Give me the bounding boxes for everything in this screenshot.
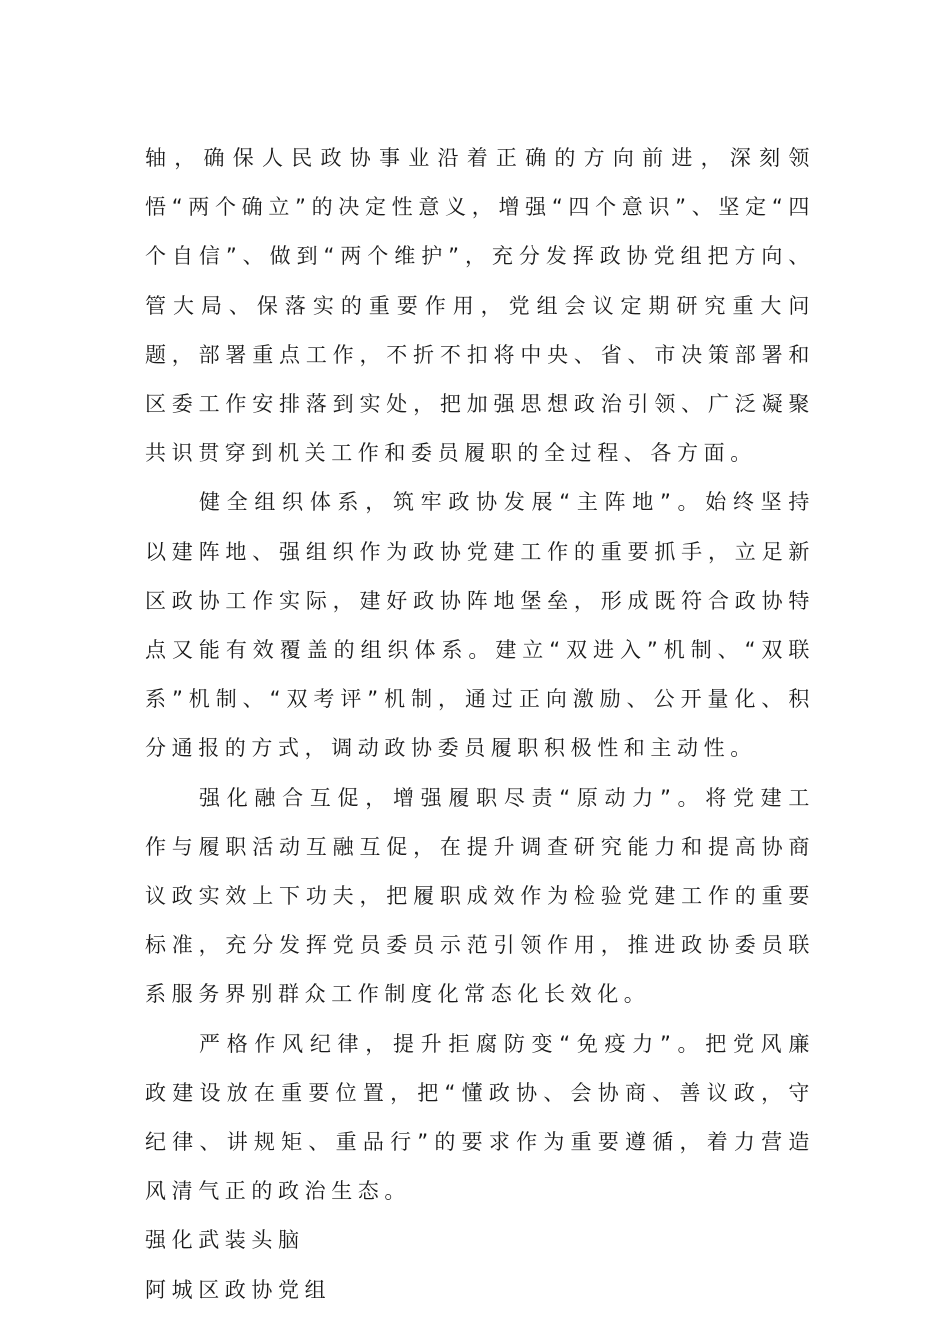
paragraph-organization-system: 健全组织体系，筑牢政协发展“主阵地”。始终坚持以建阵地、强组织作为政协党建工作的重要抓手，立足新区政协工作实际，建好政协阵地堡垒，形成既符合政协特点又能有效覆盖的组织体系。建立“双进入”机制、“双联系”机制、“双考评”机制，通过正向激励、公开量化、积分通报的方式，调动政协委员履职积极性和主动性。 (145, 490, 815, 761)
paragraph-discipline: 严格作风纪律，提升拒腐防变“免疫力”。把党风廉政建设放在重要位置，把“懂政协、会协商、善议政，守纪律、讲规矩、重品行”的要求作为重要遵循，着力营造风清气正的政治生态。 (145, 1031, 815, 1204)
paragraph-political-guidance: 轴，确保人民政协事业沿着正确的方向前进，深刻领悟“两个确立”的决定性意义，增强“四个意识”、坚定“四个自信”、做到“两个维护”，充分发挥政协党组把方向、管大局、保落实的重要作用，党组会议定期研究重大问题，部署重点工作，不折不扣将中央、省、市决策部署和区委工作安排落到实处，把加强思想政治引领、广泛凝聚共识贯穿到机关工作和委员履职的全过程、各方面。 (145, 146, 815, 466)
signature: 阿城区政协党组 (145, 1277, 332, 1302)
paragraph-integration: 强化融合互促，增强履职尽责“原动力”。将党建工作与履职活动互融互促，在提升调查研究能力和提高协商议政实效上下功夫，把履职成效作为检验党建工作的重要标准，充分发挥党员委员示范引领作用，推进政协委员联系服务界别群众工作制度化常态化长效化。 (145, 785, 815, 1007)
section-heading: 强化武装头脑 (145, 1228, 305, 1253)
document-page (145, 134, 815, 1315)
